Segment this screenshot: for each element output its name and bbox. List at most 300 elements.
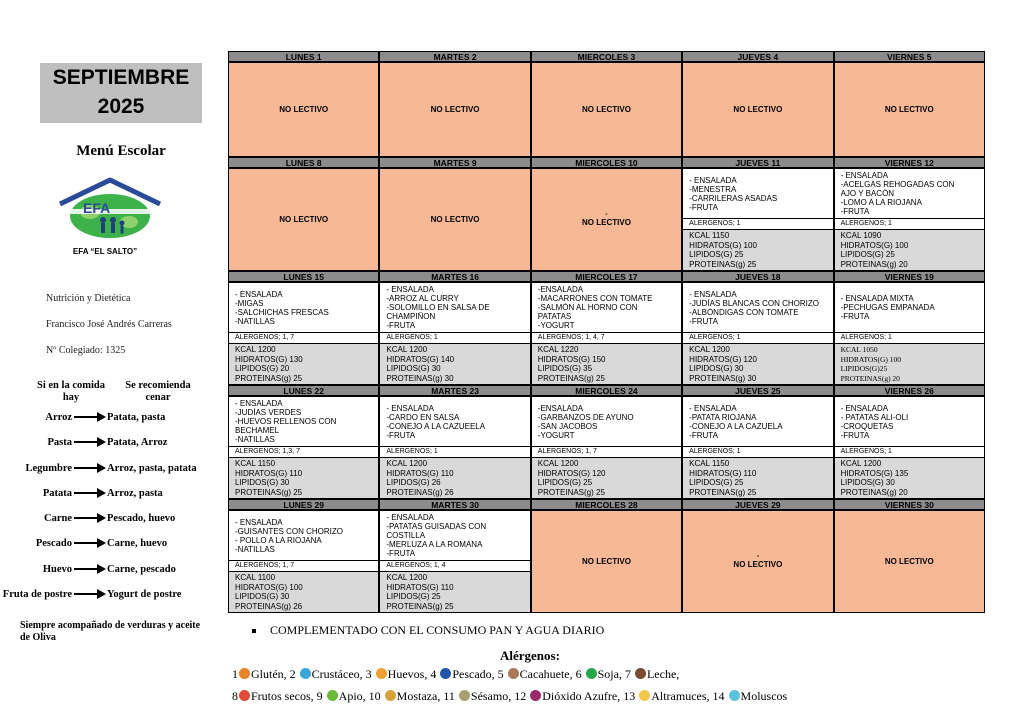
no-lectivo-cell <box>531 510 682 613</box>
allergen-label: Dióxido Azufre, 13 <box>542 689 639 703</box>
allergens-row: ALERGENOS; 1 <box>380 446 529 457</box>
allergen-label: Crustáceo, 3 <box>311 667 375 681</box>
menu-items <box>229 397 378 446</box>
fat-value: LIPIDOS(G) 30 <box>235 478 290 487</box>
allergen-label: Mostaza, 11 <box>396 689 458 703</box>
kcal-value: KCAL 1200 <box>386 459 428 468</box>
allergen-label: Soja, 7 <box>597 667 634 681</box>
recommendation-row <box>2 583 220 608</box>
allergens-title: Alérgenos: <box>500 648 560 663</box>
protein-value: PROTEINAS(g) 20 <box>840 259 908 269</box>
recommendation-row <box>20 482 220 507</box>
menu-item: -SAN JACOBOS <box>537 421 598 431</box>
fat-value: LIPIDOS(G) 25 <box>537 478 593 487</box>
carbs-value: HIDRATOS(G) 100 <box>840 240 909 250</box>
menu-item: -ENSALADA <box>537 403 584 413</box>
day-header: LUNES 15 <box>228 271 379 282</box>
nutrition-box <box>835 457 984 498</box>
colegiado-number: Nº Colegiado: 1325 <box>46 345 126 356</box>
menu-items <box>683 283 832 332</box>
kcal-value: KCAL 1200 <box>235 345 276 354</box>
protein-value: PROTEINAS(g) 30 <box>689 373 757 383</box>
nuts-icon <box>239 690 250 701</box>
fat-value: LIPIDOS(G) 20 <box>235 364 290 373</box>
no-lectivo-cell <box>682 510 833 613</box>
allergen-number: 1 <box>232 667 238 681</box>
dinner-food: Arroz, pasta <box>107 487 163 499</box>
menu-items <box>835 169 984 218</box>
no-lectivo-label: NO LECTIVO <box>582 557 631 566</box>
fish-icon <box>440 668 451 679</box>
recommendation-row <box>20 431 220 456</box>
lunch-food: Pasta <box>47 437 72 449</box>
menu-item: -MERLUZA A LA ROMANA <box>386 540 483 549</box>
recommendation-row <box>20 532 220 557</box>
menu-items <box>380 283 529 332</box>
menu-item: -CARDO EN SALSA <box>386 412 460 422</box>
menu-cell <box>531 396 682 499</box>
carbs-value: HIDRATOS(G) 130 <box>235 354 303 364</box>
menu-item: -FRUTA <box>689 430 718 440</box>
menu-item: -FRUTA <box>689 316 718 326</box>
menu-item: -PECHUGAS EMPANADA <box>840 303 935 312</box>
dinner-food: Carne, pescado <box>107 563 176 575</box>
nutrition-box <box>683 457 832 498</box>
menu-cell <box>228 396 379 499</box>
allergens-row: ALERGENOS; 1 <box>835 218 984 229</box>
menu-item: -MENESTRA <box>689 184 737 194</box>
menu-item: -GUISANTES CON CHORIZO <box>235 526 344 536</box>
allergens-legend-line-1 <box>232 667 679 682</box>
allergen-label: Glutén, 2 <box>251 667 299 681</box>
nutrition-box <box>532 343 681 384</box>
carbs-value: HIDRATOS(G) 100 <box>840 354 902 364</box>
fat-value: LIPIDOS(G) 30 <box>689 364 744 373</box>
allergen-label: Pescado, 5 <box>452 667 507 681</box>
menu-cell <box>379 282 530 385</box>
arrow-right-icon <box>73 512 107 524</box>
kcal-value: KCAL 1220 <box>537 345 579 354</box>
menu-title: Menú Escolar <box>76 143 166 159</box>
sesame-icon <box>459 690 470 701</box>
no-lectivo-cell <box>834 510 985 613</box>
protein-value: PROTEINAS(g) 20 <box>840 373 900 383</box>
allergen-number: 8 <box>232 689 238 703</box>
no-lectivo-cell: NO LECTIVO <box>834 62 985 157</box>
kcal-value: KCAL 1150 <box>689 231 730 240</box>
fat-value: LIPIDOS(G) 25 <box>689 478 744 487</box>
menu-item: -GARBANZOS DE AYUNO <box>537 412 634 422</box>
day-header: JUEVES 29 <box>682 499 833 510</box>
menu-item: -LOMO A LA RIOJANA <box>840 198 922 207</box>
allergens-row: ALERGENOS; 1 <box>683 446 832 457</box>
lunch-food: Patata <box>42 487 72 499</box>
nutrition-box <box>229 571 378 612</box>
day-header: LUNES 29 <box>228 499 379 510</box>
day-header: MARTES 16 <box>379 271 530 282</box>
year-title: 2025 <box>97 95 145 118</box>
day-header: VIERNES 5 <box>834 51 985 62</box>
mustard-icon <box>385 690 396 701</box>
dinner-recommendations <box>2 378 220 608</box>
menu-item: -SALCHICHAS FRESCAS <box>235 307 329 317</box>
menu-calendar <box>228 51 985 613</box>
menu-item: -NATILLAS <box>235 316 275 326</box>
crustacean-icon <box>300 668 311 679</box>
kcal-value: KCAL 1200 <box>386 573 428 582</box>
carbs-value: HIDRATOS(G) 110 <box>386 468 454 478</box>
day-header: MARTES 30 <box>379 499 530 510</box>
fat-value: LIPIDOS(G) 30 <box>386 364 441 373</box>
milk-icon <box>635 668 646 679</box>
wheat-icon <box>239 668 250 679</box>
dinner-food: Pescado, huevo <box>107 513 176 525</box>
menu-items <box>835 397 984 446</box>
kcal-value: KCAL 1050 <box>840 345 878 354</box>
day-header: JUEVES 25 <box>682 385 833 396</box>
allergens-row: ALERGENOS; 1 <box>683 332 832 343</box>
protein-value: PROTEINAS(g) 25 <box>537 373 605 383</box>
protein-value: PROTEINAS(g) 25 <box>386 601 454 611</box>
nutrition-box <box>683 229 832 270</box>
allergen-label: Apio, 10 <box>338 689 384 703</box>
week-body-row <box>228 396 985 499</box>
menu-item: - ENSALADA <box>689 175 737 185</box>
day-header: VIERNES 12 <box>834 157 985 168</box>
menu-item: COSTILLA <box>386 531 426 540</box>
fat-value: LIPIDOS(G) 25 <box>840 250 895 259</box>
menu-item: - ENSALADA <box>235 399 283 408</box>
allergen-label: Altramuces, 14 <box>651 689 728 703</box>
nutrition-box <box>532 457 681 498</box>
menu-item: - ENSALADA <box>235 289 283 299</box>
protein-value: PROTEINAS(g) 25 <box>537 487 605 497</box>
kcal-value: KCAL 1200 <box>840 459 882 468</box>
fat-value: LIPIDOS(G) 25 <box>386 592 441 601</box>
menu-items <box>683 169 832 218</box>
month-title: SEPTIEMBRE <box>52 66 190 89</box>
nutrition-box <box>835 343 984 384</box>
mollusc-icon <box>729 690 740 701</box>
allergens-legend-line-2 <box>232 689 787 704</box>
menu-cell <box>834 396 985 499</box>
header-dinner: Se recomienda cenar <box>125 380 191 403</box>
menu-item: -FRUTA <box>386 430 416 440</box>
day-header: MIERCOLES 3 <box>531 51 682 62</box>
allergens-row: ALERGENOS; 1 <box>835 332 984 343</box>
menu-item: - ENSALADA <box>689 289 737 299</box>
menu-item: - ENSALADA <box>235 517 283 527</box>
allergens-row: ALERGENOS; 1, 7 <box>532 446 681 457</box>
day-header: MIERCOLES 28 <box>531 499 682 510</box>
nutrition-box <box>835 229 984 270</box>
dash-mark: - <box>756 553 760 560</box>
day-header: LUNES 22 <box>228 385 379 396</box>
carbs-value: HIDRATOS(G) 100 <box>235 582 303 592</box>
no-lectivo-cell <box>228 168 379 271</box>
menu-item: -CONEJO A LA CAZUELA <box>689 421 783 431</box>
nutrition-box <box>229 343 378 384</box>
protein-value: PROTEINAS(g) 26 <box>386 487 454 497</box>
menu-item: CHAMPIÑON <box>386 312 436 321</box>
menu-item: -HUEVOS RELLENOS CON <box>235 417 337 426</box>
dinner-food: Yogurt de postre <box>107 589 182 601</box>
allergen-label: Huevos, 4 <box>387 667 440 681</box>
soy-icon <box>586 668 597 679</box>
menu-item: -ARROZ AL CURRY <box>386 294 459 303</box>
week-header-row <box>228 499 985 510</box>
menu-item: BECHAMEL <box>235 426 280 435</box>
allergens-row: ALERGENOS; 1,3, 7 <box>229 446 378 457</box>
sulphite-icon <box>530 690 541 701</box>
menu-item: - ENSALADA <box>386 403 434 413</box>
day-header: MARTES 9 <box>379 157 530 168</box>
menu-item: -PATATAS GUISADAS CON <box>386 522 487 531</box>
nutrition-box <box>380 571 529 612</box>
recommendation-row <box>20 558 220 583</box>
day-header: JUEVES 4 <box>682 51 833 62</box>
no-lectivo-cell: NO LECTIVO <box>531 62 682 157</box>
recommendation-row <box>20 507 220 532</box>
menu-item: -NATILLAS <box>235 435 275 444</box>
no-lectivo-cell <box>531 168 682 271</box>
protein-value: PROTEINAS(g) 25 <box>689 487 757 497</box>
menu-item: -FRUTA <box>386 549 416 558</box>
day-header: LUNES 1 <box>228 51 379 62</box>
lunch-food: Huevo <box>42 563 72 575</box>
allergens-row: ALERGENOS; 1, 7 <box>229 332 378 343</box>
menu-item: -ALBÓNDIGAS CON TOMATE <box>689 307 799 317</box>
day-header: MARTES 2 <box>379 51 530 62</box>
menu-item: - ENSALADA <box>840 171 889 180</box>
menu-item: -JUDÍAS BLANCAS CON CHORIZO <box>689 298 819 308</box>
menu-items <box>229 283 378 332</box>
menu-cell <box>682 282 833 385</box>
allergens-row: ALERGENOS; 1, 4, 7 <box>532 332 681 343</box>
dash-mark: - <box>605 211 608 218</box>
menu-item: -YOGURT <box>537 430 575 440</box>
kcal-value: KCAL 1200 <box>386 345 428 354</box>
menu-item: - ENSALADA <box>689 403 737 413</box>
kcal-value: KCAL 1200 <box>689 345 730 354</box>
school-name: EFA “EL SALTO” <box>72 247 138 256</box>
protein-value: PROTEINAS(g) 26 <box>235 601 303 611</box>
protein-value: PROTEINAS(g) 30 <box>386 373 454 383</box>
fat-value: LIPIDOS(G) 25 <box>689 250 744 259</box>
protein-value: PROTEINAS(g) 25 <box>689 259 757 269</box>
menu-item: -NATILLAS <box>235 544 275 554</box>
day-header: VIERNES 26 <box>834 385 985 396</box>
menu-items <box>380 511 529 560</box>
day-header: JUEVES 11 <box>682 157 833 168</box>
arrow-right-icon <box>73 537 107 549</box>
logo-text: EFA <box>83 200 111 216</box>
menu-item: - POLLO A LA RIOJANA <box>235 535 322 545</box>
arrow-right-icon <box>73 462 107 474</box>
menu-item: -ENSALADA <box>537 285 584 294</box>
kcal-value: KCAL 1150 <box>689 459 730 468</box>
menu-items <box>380 397 529 446</box>
efa-logo <box>55 176 165 244</box>
carbs-value: HIDRATOS(G) 110 <box>689 468 757 478</box>
dinner-food: Arroz, pasta, patata <box>107 462 197 474</box>
week-body-row <box>228 62 985 157</box>
bullet-icon <box>252 629 256 633</box>
author-name: Francisco José Andrés Carreras <box>46 319 172 330</box>
menu-items <box>532 397 681 446</box>
kcal-value: KCAL 1200 <box>537 459 579 468</box>
no-lectivo-cell: NO LECTIVO <box>379 62 530 157</box>
allergens-row: ALERGENOS; 1 <box>380 332 529 343</box>
week-header-row <box>228 51 985 62</box>
no-lectivo-label: NO LECTIVO <box>430 215 480 224</box>
carbs-value: HIDRATOS(G) 150 <box>537 354 606 364</box>
allergen-label: Sésamo, 12 <box>470 689 530 703</box>
carbs-value: HIDRATOS(G) 110 <box>235 468 303 478</box>
week-body-row <box>228 510 985 613</box>
carbs-value: HIDRATOS(G) 120 <box>537 468 606 478</box>
menu-cell <box>834 282 985 385</box>
month-title-box <box>40 63 202 123</box>
week-body-row <box>228 282 985 385</box>
lunch-food: Fruta de postre <box>2 589 72 601</box>
menu-item: -FRUTA <box>840 207 870 216</box>
celery-icon <box>327 690 338 701</box>
day-header: VIERNES 19 <box>834 271 985 282</box>
no-lectivo-cell: NO LECTIVO <box>682 62 833 157</box>
bread-water-note: COMPLEMENTADO CON EL CONSUMO PAN Y AGUA DIARIO <box>252 623 604 638</box>
menu-item: -FRUTA <box>386 321 416 330</box>
nutrition-label: Nutrición y Dietética <box>46 293 131 304</box>
carbs-value: HIDRATOS(G) 120 <box>689 354 757 364</box>
menu-item: -MACARRONES CON TOMATE <box>537 294 653 303</box>
menu-item: -CONEJO A LA CAZUEELA <box>386 421 486 431</box>
carbs-value: HIDRATOS(G) 135 <box>840 468 909 478</box>
no-lectivo-cell: NO LECTIVO <box>228 62 379 157</box>
recommendations-header <box>20 378 220 406</box>
arrow-right-icon <box>73 588 107 600</box>
menu-item: -FRUTA <box>840 430 870 440</box>
allergens-row: ALERGENOS; 1, 7 <box>229 560 378 571</box>
menu-item: AJO Y BACÓN <box>840 189 895 198</box>
carbs-value: HIDRATOS(G) 140 <box>386 354 455 364</box>
fat-value: LIPIDOS(G) 30 <box>235 592 290 601</box>
day-header: MIERCOLES 17 <box>531 271 682 282</box>
lunch-food: Carne <box>44 513 72 525</box>
menu-item: -CARRILERAS ASADAS <box>689 193 778 203</box>
allergen-label: Moluscos <box>740 689 788 703</box>
protein-value: PROTEINAS(g) 25 <box>235 373 303 383</box>
lunch-food: Pescado <box>35 538 72 550</box>
menu-cell <box>531 282 682 385</box>
lupin-icon <box>639 690 650 701</box>
day-header: MIERCOLES 24 <box>531 385 682 396</box>
menu-item: - ENSALADA <box>840 403 889 413</box>
menu-item: PATATAS <box>537 312 572 321</box>
kcal-value: KCAL 1100 <box>235 573 276 582</box>
no-lectivo-label: NO LECTIVO <box>884 557 934 566</box>
protein-value: PROTEINAS(g) 25 <box>235 487 303 497</box>
menu-cell <box>682 396 833 499</box>
menu-item: -SALMÓN AL HORNO CON <box>537 303 638 312</box>
allergens-row: ALERGENOS; 1, 4 <box>380 560 529 571</box>
nutrition-box <box>229 457 378 498</box>
menu-item: - PATATAS ALI-OLI <box>840 412 909 422</box>
protein-value: PROTEINAS(g) 20 <box>840 487 908 497</box>
menu-items <box>229 511 378 560</box>
recommendation-row <box>20 457 220 482</box>
fat-value: LIPIDOS(G)25 <box>840 364 888 373</box>
menu-item: -MIGAS <box>235 298 264 308</box>
menu-item: - ENSALADA MIXTA <box>840 294 914 303</box>
allergens-row: ALERGENOS; 1 <box>835 446 984 457</box>
menu-cell <box>834 168 985 271</box>
day-header: LUNES 8 <box>228 157 379 168</box>
menu-cell <box>682 168 833 271</box>
recommendation-row <box>20 406 220 431</box>
menu-item: - ENSALADA <box>386 285 434 294</box>
sidebar <box>0 0 220 724</box>
arrow-right-icon <box>73 487 107 499</box>
kcal-value: KCAL 1090 <box>840 231 882 240</box>
nutrition-box <box>380 457 529 498</box>
nutrition-box <box>683 343 832 384</box>
header-lunch: Si en la comida hay <box>37 380 105 403</box>
day-header: MARTES 23 <box>379 385 530 396</box>
fat-value: LIPIDOS(G) 26 <box>386 478 441 487</box>
lunch-food: Arroz <box>45 412 72 423</box>
fat-value: LIPIDOS(G) 35 <box>537 364 593 373</box>
arrow-right-icon <box>73 436 107 448</box>
carbs-value: HIDRATOS(G) 100 <box>689 240 757 250</box>
menu-item: -YOGURT <box>537 321 575 330</box>
no-lectivo-cell <box>379 168 530 271</box>
menu-item: -FRUTA <box>689 202 718 212</box>
kcal-value: KCAL 1150 <box>235 459 276 468</box>
menu-cell <box>228 510 379 613</box>
day-header: VIERNES 30 <box>834 499 985 510</box>
no-lectivo-label: NO LECTIVO <box>582 218 631 227</box>
no-lectivo-label: NO LECTIVO <box>733 560 783 569</box>
week-header-row <box>228 157 985 168</box>
dinner-food: Carne, huevo <box>107 538 168 550</box>
allergen-label: Frutos secos, 9 <box>251 689 326 703</box>
allergen-label: Cacahuete, 6 <box>519 667 585 681</box>
allergen-label: Leche, <box>646 667 680 681</box>
menu-item: - ENSALADA <box>386 513 434 522</box>
menu-cell <box>379 510 530 613</box>
no-lectivo-label: NO LECTIVO <box>279 215 329 224</box>
carbs-value: HIDRATOS(G) 110 <box>386 582 454 592</box>
menu-items <box>835 283 984 332</box>
menu-items <box>683 397 832 446</box>
menu-cell <box>228 282 379 385</box>
day-header: JUEVES 18 <box>682 271 833 282</box>
peanut-icon <box>508 668 519 679</box>
allergens-row: ALERGENOS; 1 <box>683 218 832 229</box>
nutrition-box <box>380 343 529 384</box>
dinner-food: Patata, pasta <box>107 412 166 423</box>
menu-item: -FRUTA <box>840 312 870 321</box>
menu-item: -CROQUETAS <box>840 421 894 431</box>
fat-value: LIPIDOS(G) 30 <box>840 478 895 487</box>
menu-item: -JUDÍAS VERDES <box>235 408 302 417</box>
week-header-row <box>228 385 985 396</box>
menu-item: -PATATA RIOJANA <box>689 412 757 422</box>
menu-item: -SOLOMILLO EN SALSA DE <box>386 303 490 312</box>
day-header: MIERCOLES 10 <box>531 157 682 168</box>
menu-items <box>532 283 681 332</box>
